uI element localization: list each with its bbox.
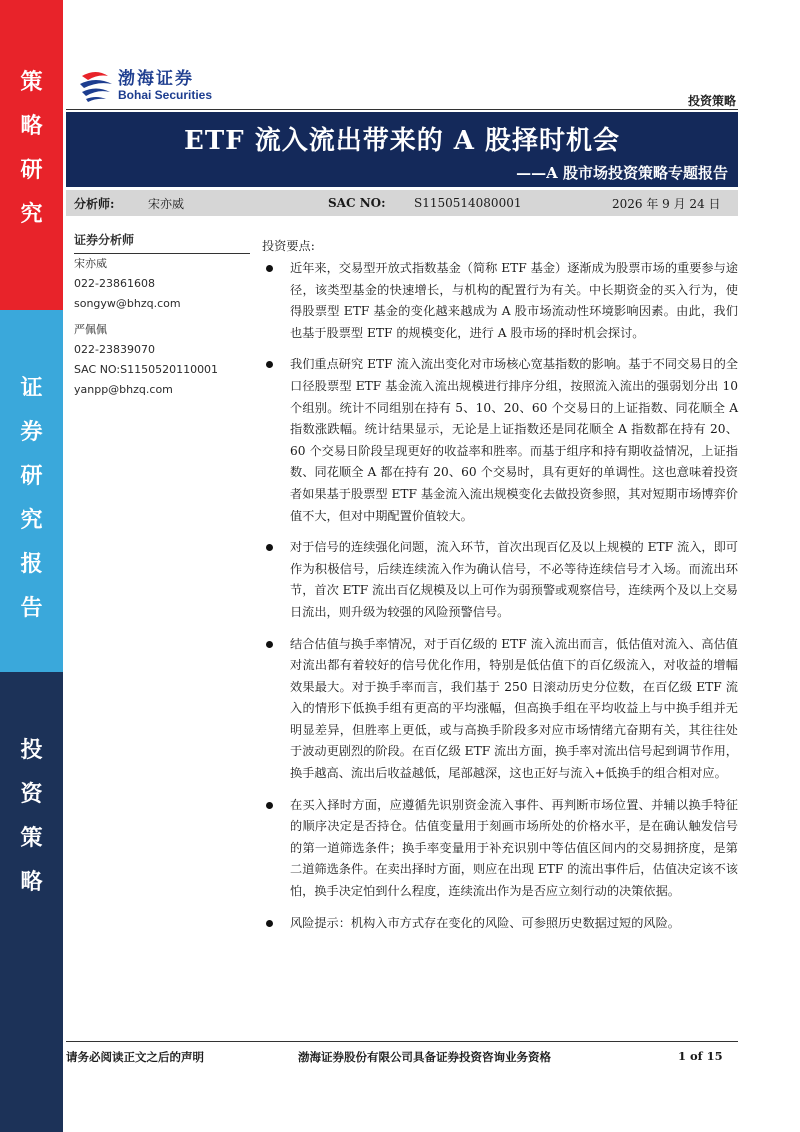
- side-label-securities-report: [0, 310, 63, 672]
- contact-phone: 022-23861608: [74, 277, 155, 290]
- logo-text-cn: 渤海证券: [118, 69, 194, 89]
- side-char: 究: [20, 507, 43, 533]
- disclaimer-note: 请务必阅读正文之后的声明: [66, 1050, 204, 1064]
- side-char: 略: [20, 869, 43, 895]
- report-subtitle: ——A 股市场投资策略专题报告: [516, 164, 728, 182]
- side-char: 券: [20, 419, 43, 445]
- side-char: 投: [20, 737, 43, 763]
- highlights-heading: 投资要点:: [262, 239, 315, 253]
- sac-label: SAC NO:: [328, 196, 386, 210]
- bullet-icon: [266, 802, 273, 809]
- company-logo: [78, 68, 212, 104]
- side-char: 报: [20, 551, 43, 577]
- sac-number: S1150514080001: [414, 196, 522, 210]
- highlight-text: 结合估值与换手率情况，对于百亿级的 ETF 流入流出而言，低估值对流入、高估值对流出都有着较好的信号优化作用，特别是低估值下的百亿级流入，对收益的增幅效果最大。对于换手率而言，我们基于 250 日滚动历史分位数，在百亿级 ETF 流入的情形下低换手组有更高的平均涨幅，但高换手组在平均收益上与中换手组并无明显差异，但胜率上更低，或与高换手阶段多对应市场情绪亢奋期有关，其往往处于波动更剧烈的阶段。在百亿级 ETF 流出方面，换手率对流出信号起到调节作用，换手越高、流出后收益越低，尾部越深，这也正好与流入+低换手的组合相对应。: [290, 636, 738, 781]
- highlight-text: 在买入择时方面，应遵循先识别资金流入事件、再判断市场位置、并辅以换手特征的顺序决定是否持仓。估值变量用于刻画市场所处的价格水平，是在确认触发信号的第一道筛选条件；换手率变量用于补充识别中等估值区间内的交易拥挤度，是第二道筛选条件。在卖出择时方面，则应在出现 ETF 的流出事件后，估值决定该不该怕，换手决定怕到什么程度，连续流出作为是否应立刻行动的决策依据。: [290, 797, 738, 899]
- bullet-icon: [266, 641, 273, 648]
- highlight-text: 对于信号的连续强化问题，流入环节，首次出现百亿及以上规模的 ETF 流入，即可作为积极信号，后续连续流入作为确认信号，不必等待连续信号才入场。而流出环节，首次 ETF 流出百亿规模及以上可作为弱预警或观察信号，连续两个及以上交易日流出，则升级为较强的风险预警信号。: [290, 540, 738, 619]
- page-footer: [66, 1041, 738, 1064]
- side-label-investment-strategy: [0, 672, 63, 1132]
- title-banner: [66, 112, 738, 187]
- highlight-text: 风险提示：机构入市方式存在变化的风险、可参照历史数据过短的风险。: [290, 915, 680, 930]
- investment-highlights: [262, 236, 738, 944]
- company-qualification: 渤海证券股份有限公司具备证券投资咨询业务资格: [298, 1050, 551, 1064]
- document-type: 投资策略: [687, 94, 736, 108]
- highlight-item: [262, 913, 738, 935]
- contact-sac: SAC NO:S1150520110001: [74, 363, 219, 376]
- page-number: 1 of 15: [678, 1049, 723, 1063]
- contact-email[interactable]: songyw@bhzq.com: [74, 297, 181, 310]
- highlight-item: [262, 258, 738, 344]
- bullet-icon: [266, 361, 273, 368]
- analyst-info-row: [66, 190, 738, 216]
- contact-name: 宋亦威: [74, 257, 107, 270]
- side-char: 研: [20, 463, 43, 489]
- side-char: 策: [20, 69, 43, 95]
- side-char: 策: [20, 825, 43, 851]
- side-char: 究: [20, 201, 43, 227]
- highlight-item: [262, 354, 738, 527]
- contacts-heading: 证券分析师: [74, 230, 250, 254]
- side-char: 证: [20, 375, 43, 401]
- highlight-text: 我们重点研究 ETF 流入流出变化对市场核心宽基指数的影响。基于不同交易日的全口径股票型 ETF 基金流入流出规模进行排序分组，按照流入流出的强弱划分出 10 个组别。统计不同组别在持有 5、10、20、60 个交易日的上证指数、同花顺全 A 指数涨跌幅。统计结果显示，无论是上证指数还是同花顺全 A 指数都在持有 20、60 个交易日阶段呈现更好的收益率和胜率。而基于组序和持有期收益情况，上证指数、同花顺全 A 都在持有 20、60 个交易时，具有更好的单调性。这也意味着投资者如果基于股票型 ETF 基金流入流出规模变化去做投资参照，其对短期市场博弈价值不大，但对中期配置价值较大。: [290, 357, 738, 523]
- contact-phone: 022-23839070: [74, 343, 155, 356]
- bullet-icon: [266, 544, 273, 551]
- analyst-contacts: [74, 230, 250, 400]
- bullet-icon: [266, 920, 273, 927]
- report-title: ETF 流入流出带来的 A 股择时机会: [184, 126, 620, 156]
- bohai-logo-icon: [78, 68, 114, 104]
- bullet-icon: [266, 265, 273, 272]
- contact-name: 严佩佩: [74, 323, 107, 336]
- highlight-item: [262, 795, 738, 903]
- analyst-label: 分析师:: [74, 196, 115, 211]
- header-divider: [66, 109, 738, 110]
- logo-text-en: Bohai Securities: [118, 88, 213, 102]
- report-date: 2026 年 9 月 24 日: [612, 196, 721, 211]
- side-char: 资: [20, 781, 43, 807]
- highlight-item: [262, 537, 738, 623]
- highlight-text: 近年来，交易型开放式指数基金（简称 ETF 基金）逐渐成为股票市场的重要参与途径，该类型基金的快速增长，与机构的配置行为有关。中长期资金的买入行为，使得股票型 ETF 基金的变化越来越成为 A 股市场流动性环境影响因素。由此，我们也基于股票型 ETF 的规模变化，进行 A 股市场的择时机会探讨。: [290, 261, 738, 340]
- analyst-name: 宋亦威: [148, 196, 185, 211]
- side-label-strategy-research: [0, 0, 63, 310]
- side-char: 略: [20, 113, 43, 139]
- side-char: 告: [20, 595, 43, 621]
- contact-email[interactable]: yanpp@bhzq.com: [74, 383, 173, 396]
- side-char: 研: [20, 157, 43, 183]
- highlight-item: [262, 634, 738, 785]
